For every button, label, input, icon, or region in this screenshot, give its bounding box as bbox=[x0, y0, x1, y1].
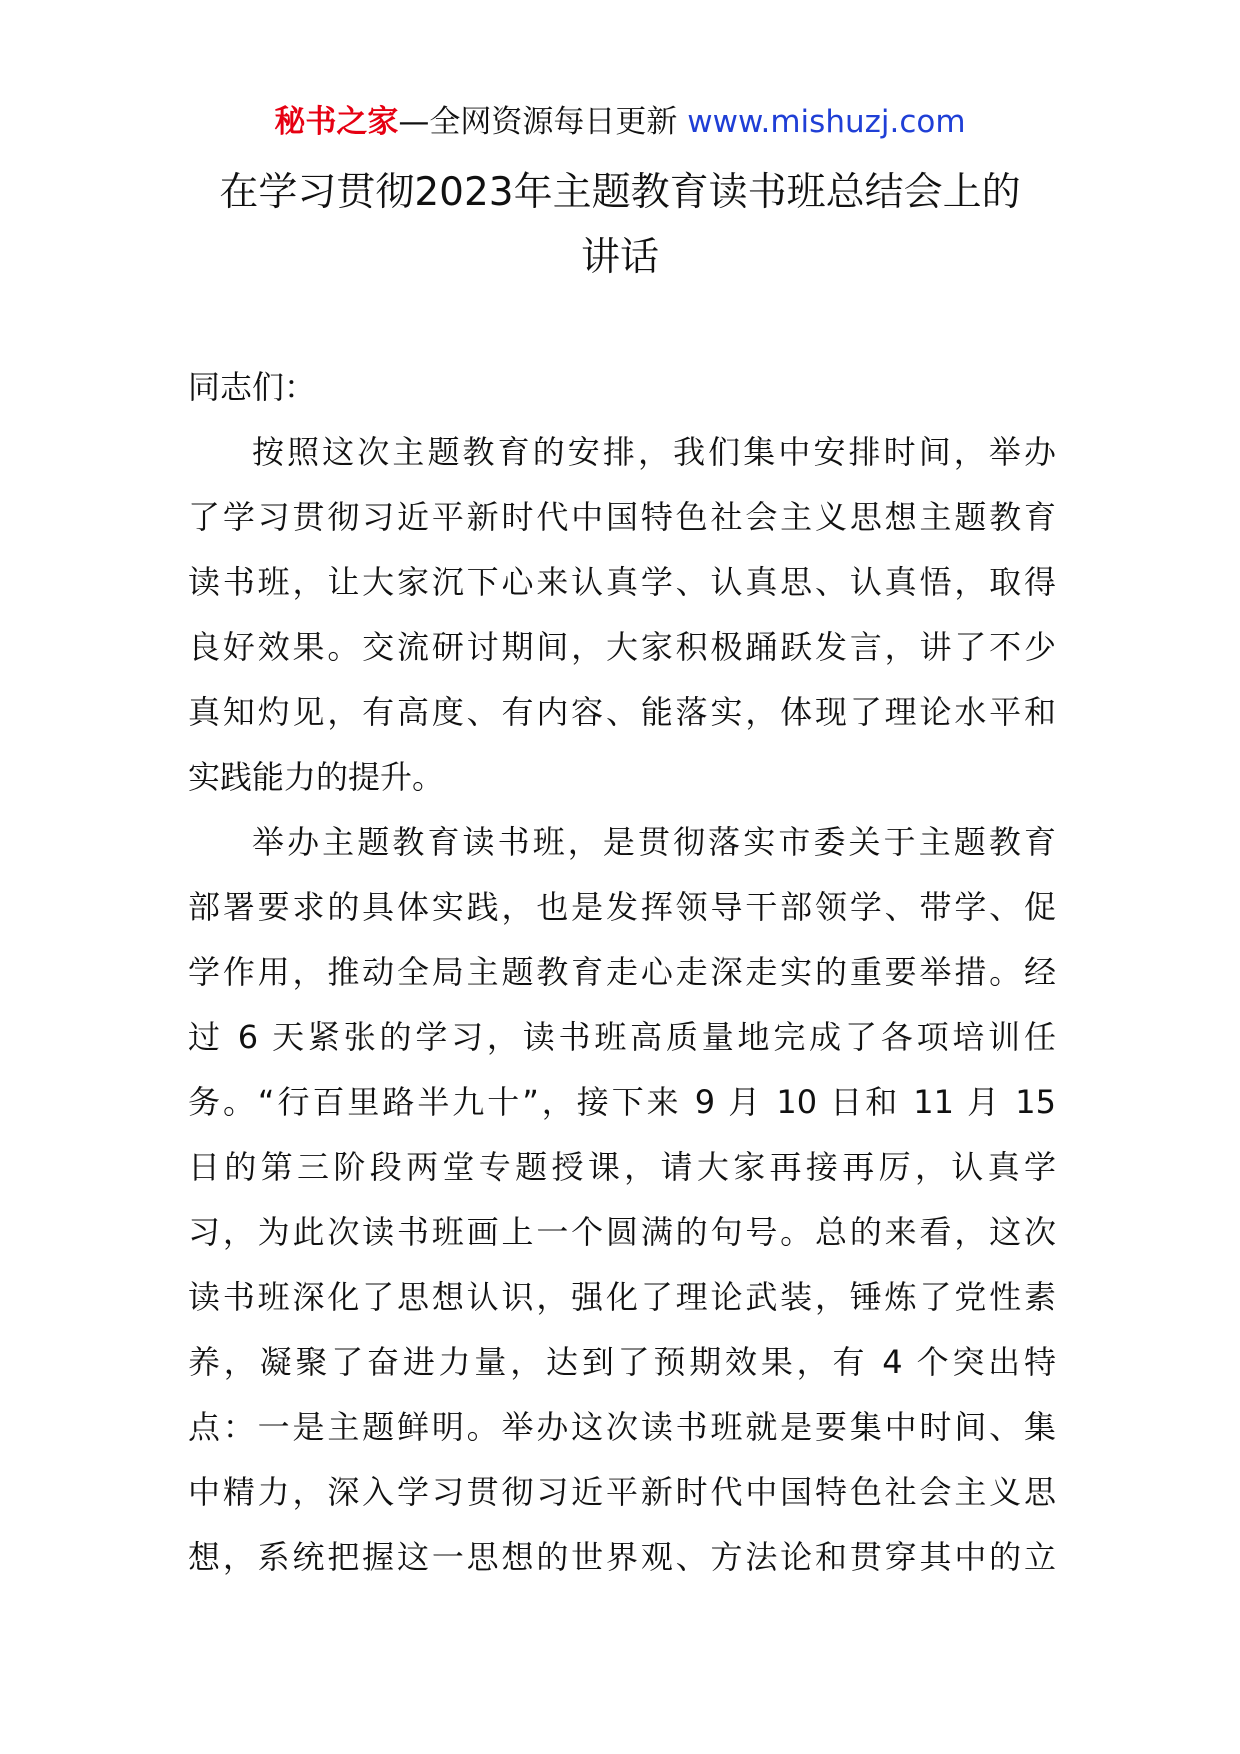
paragraph-line: 读书班深化了思想认识，强化了理论武装，锤炼了党性素 bbox=[188, 1278, 1056, 1316]
paragraph-line: 按照这次主题教育的安排，我们集中安排时间，举办 bbox=[252, 433, 1056, 471]
paragraph-line: 实践能力的提升。 bbox=[188, 758, 445, 796]
paragraph-line: 真知灼见，有高度、有内容、能落实，体现了理论水平和 bbox=[188, 693, 1056, 731]
paragraph-line: 中精力，深入学习贯彻习近平新时代中国特色社会主义思 bbox=[188, 1473, 1056, 1511]
brand-name: 秘书之家 bbox=[274, 104, 399, 140]
salutation: 同志们： bbox=[188, 368, 317, 406]
title-line: 在学习贯彻2023年主题教育读书班总结会上的 bbox=[219, 170, 1021, 215]
header-tagline: —全网资源每日更新 bbox=[398, 104, 678, 140]
paragraph-line: 日的第三阶段两堂专题授课，请大家再接再厉，认真学 bbox=[188, 1148, 1056, 1186]
paragraph-line: 点：一是主题鲜明。举办这次读书班就是要集中时间、集 bbox=[188, 1408, 1056, 1446]
paragraph-line: 想，系统把握这一思想的世界观、方法论和贯穿其中的立 bbox=[188, 1538, 1056, 1576]
paragraph-line: 学作用，推动全局主题教育走心走深走实的重要举措。经 bbox=[188, 953, 1056, 991]
title-line: 讲话 bbox=[580, 235, 659, 280]
site-header bbox=[0, 100, 1240, 144]
document-body bbox=[188, 355, 1056, 1590]
paragraph-line: 务。“行百里路半九十”，接下来 9 月 10 日和 11 月 15 bbox=[188, 1083, 1056, 1121]
paragraph-line: 了学习贯彻习近平新时代中国特色社会主义思想主题教育 bbox=[188, 498, 1056, 536]
paragraph-line: 举办主题教育读书班，是贯彻落实市委关于主题教育 bbox=[252, 823, 1056, 861]
document-title bbox=[160, 160, 1080, 290]
paragraph-line: 部署要求的具体实践，也是发挥领导干部领学、带学、促 bbox=[188, 888, 1056, 926]
paragraph-line: 习，为此次读书班画上一个圆满的句号。总的来看，这次 bbox=[188, 1213, 1056, 1251]
paragraph bbox=[188, 810, 1056, 1590]
paragraph-line: 读书班，让大家沉下心来认真学、认真思、认真悟，取得 bbox=[188, 563, 1056, 601]
paragraph-line: 养，凝聚了奋进力量，达到了预期效果，有 4 个突出特 bbox=[188, 1343, 1056, 1381]
paragraph-line: 良好效果。交流研讨期间，大家积极踊跃发言，讲了不少 bbox=[188, 628, 1056, 666]
paragraph-line: 过 6 天紧张的学习，读书班高质量地完成了各项培训任 bbox=[188, 1018, 1056, 1056]
paragraph bbox=[188, 420, 1056, 810]
site-url-link[interactable]: www.mishuzj.com bbox=[687, 104, 966, 140]
